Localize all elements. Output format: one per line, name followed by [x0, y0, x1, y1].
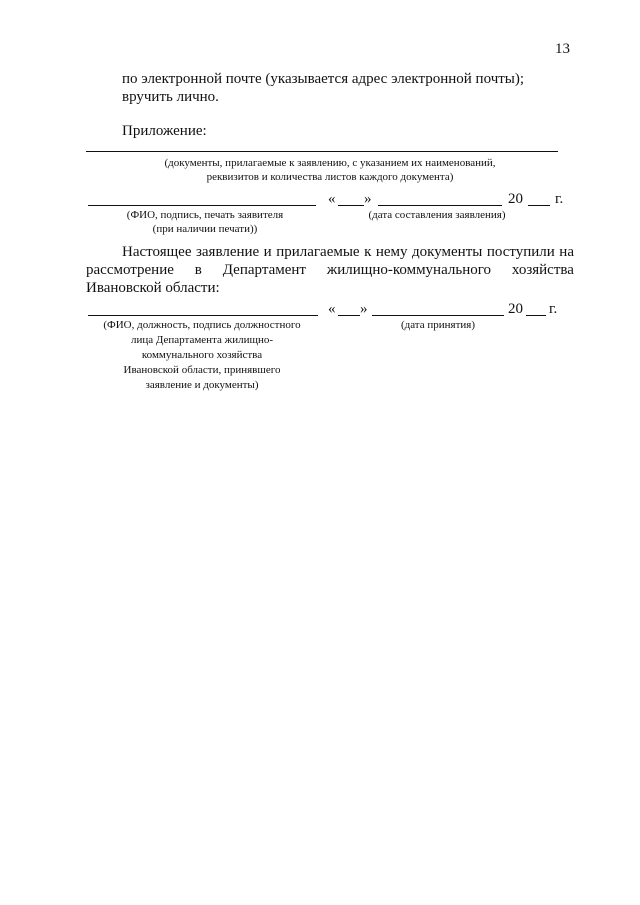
applicant-date-quote-close: »	[364, 191, 372, 207]
delivery-option-in-person: вручить лично.	[122, 89, 219, 105]
applicant-year-suffix: г.	[555, 191, 564, 207]
attachment-caption-line1: (документы, прилагаемые к заявлению, с указанием их наименований,	[164, 157, 496, 169]
official-caption-left-line1: (ФИО, должность, подпись должностного	[103, 319, 301, 331]
official-day-line	[338, 315, 360, 316]
applicant-year-line	[528, 205, 550, 206]
received-word: хозяйства	[511, 262, 574, 278]
received-statement-line2	[86, 261, 574, 279]
attachment-label: Приложение:	[122, 123, 207, 139]
applicant-name-line	[88, 205, 316, 206]
applicant-caption-left-line1: (ФИО, подпись, печать заявителя	[126, 209, 284, 221]
official-caption-left-line4: Ивановской области, принявшего	[123, 364, 281, 376]
official-year-prefix: 20	[508, 301, 523, 317]
applicant-date-quote-open: «	[328, 191, 336, 207]
received-word: Департамент	[222, 262, 306, 278]
delivery-option-email: по электронной почте (указывается адрес электронной почты);	[122, 71, 525, 87]
official-caption-right: (дата принятия)	[400, 319, 476, 331]
received-word: в	[194, 262, 202, 278]
received-word: рассмотрение	[86, 262, 174, 278]
applicant-month-line	[378, 205, 502, 206]
attachment-caption-line2: реквизитов и количества листов каждого документа)	[206, 171, 454, 183]
official-date-quote-open: «	[328, 301, 336, 317]
official-name-line	[88, 315, 318, 316]
official-month-line	[372, 315, 504, 316]
applicant-day-line	[338, 205, 364, 206]
official-year-line	[526, 315, 546, 316]
official-caption-left-line2: лица Департамента жилищно-	[130, 334, 274, 346]
official-caption-left-line5: заявление и документы)	[145, 379, 259, 391]
received-word: жилищно-коммунального	[326, 262, 492, 278]
applicant-year-prefix: 20	[508, 191, 523, 207]
attachment-line	[86, 151, 558, 152]
applicant-caption-left-line2: (при наличии печати))	[152, 223, 258, 235]
applicant-caption-right: (дата составления заявления)	[368, 209, 506, 221]
official-year-suffix: г.	[549, 301, 558, 317]
official-caption-left-line3: коммунального хозяйства	[141, 349, 263, 361]
page-number: 13	[555, 41, 570, 57]
official-date-quote-close: »	[360, 301, 368, 317]
received-statement-line3: Ивановской области:	[86, 280, 220, 296]
received-statement-line1: Настоящее заявление и прилагаемые к нему документы поступили на	[122, 244, 574, 260]
